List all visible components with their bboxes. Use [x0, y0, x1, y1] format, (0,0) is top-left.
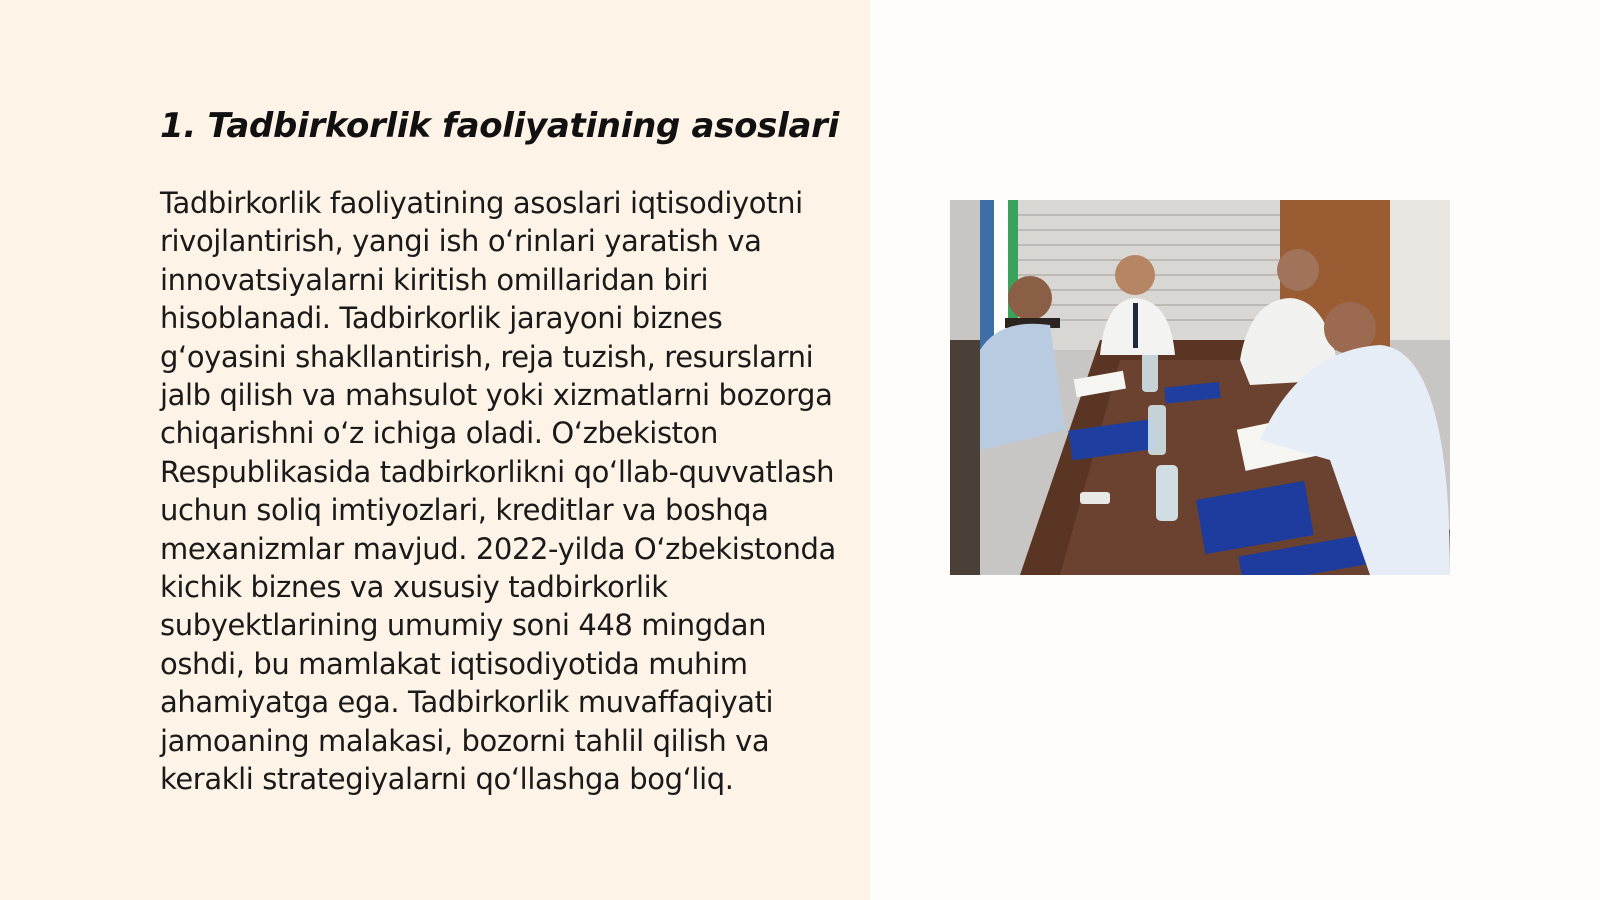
meeting-photo [950, 200, 1450, 575]
slide-title: 1. Tadbirkorlik faoliyatining asoslari [160, 106, 839, 146]
slide-body-text: Tadbirkorlik faoliyatining asoslari iqtisodiyotni rivojlantirish, yangi ish oʻrinlari yaratish va innovatsiyalarni kiritish omillaridan biri hisoblanadi. Tadbirkorlik jarayoni biznes gʻoyasini shakllantirish, reja tuzish, resurslarni jalb qilish va mahsulot yoki xizmatlarni bozorga chiqarishni oʻz ichiga oladi. Oʻzbekiston Respublikasida tadbirkorlikni qoʻllab-quvvatlash uchun soliq imtiyozlari, kreditlar va boshqa mexanizmlar mavjud. 2022-yilda Oʻzbekistonda kichik biznes va xususiy tadbirkorlik subyektlarining umumiy soni 448 mingdan oshdi, bu mamlakat iqtisodiyotida muhim ahamiyatga ega. Tadbirkorlik muvaffaqiyati jamoaning malakasi, bozorni tahlil qilish va kerakli strategiyalarni qoʻllashga bogʻliq. [160, 186, 836, 797]
